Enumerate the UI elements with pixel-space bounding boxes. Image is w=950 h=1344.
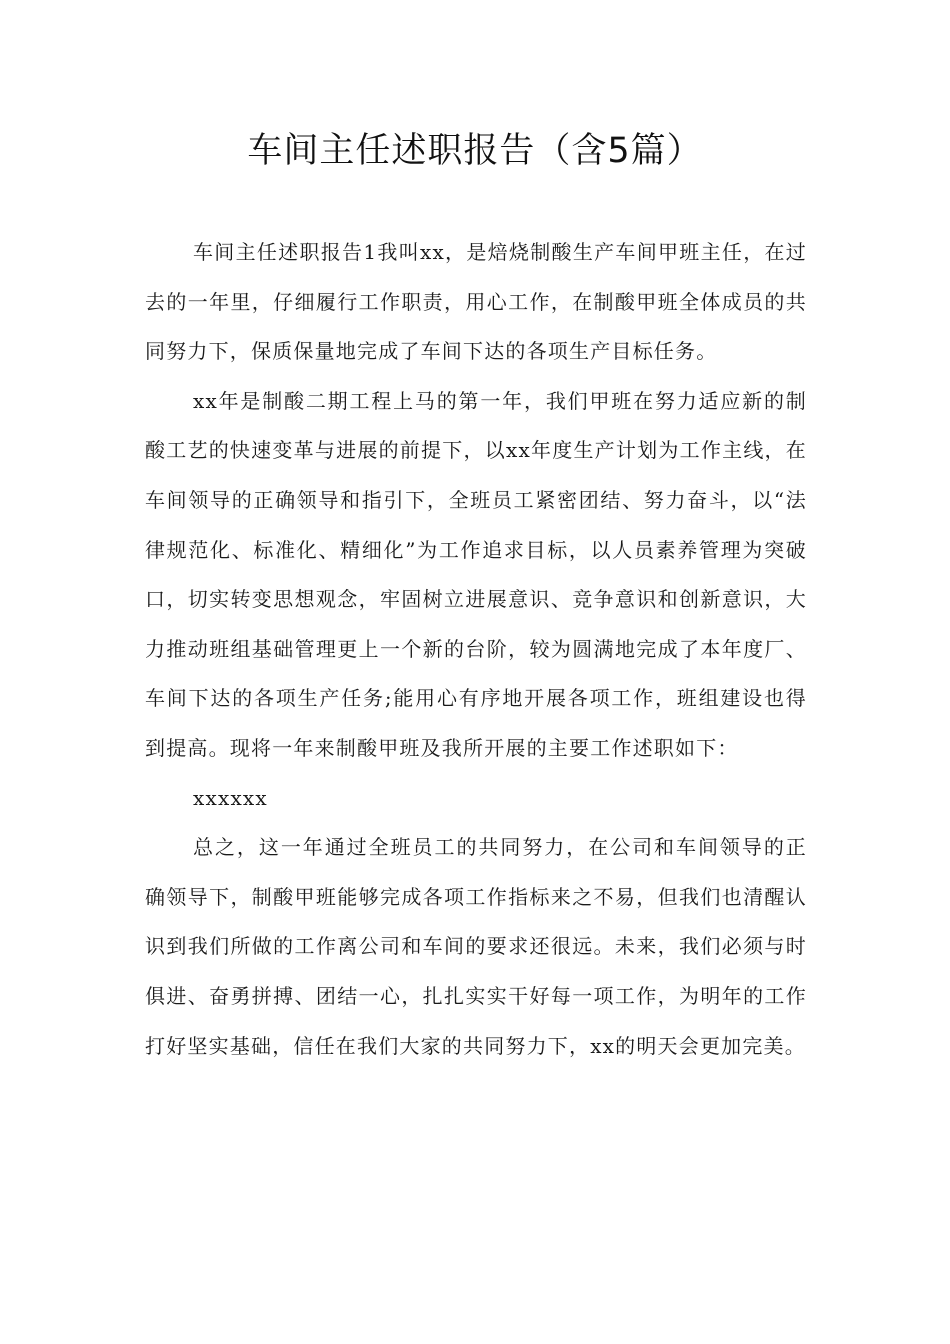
paragraph-placeholder: xxxxxx bbox=[193, 785, 268, 810]
document-body bbox=[145, 228, 807, 1071]
paragraph-intro: 车间主任述职报告1我叫xx，是焙烧制酸生产车间甲班主任，在过去的一年里，仔细履行工作职责，用心工作，在制酸甲班全体成员的共同努力下，保质保量地完成了车间下达的各项生产目标任务。 bbox=[145, 240, 807, 364]
paragraph-summary: 总之，这一年通过全班员工的共同努力，在公司和车间领导的正确领导下，制酸甲班能够完成各项工作指标来之不易，但我们也清醒认识到我们所做的工作离公司和车间的要求还很远。未来，我们必须与时俱进、奋勇拼搏、团结一心，扎扎实实干好每一项工作，为明年的工作打好坚实基础，信任在我们大家的共同努力下，xx的明天会更加完美。 bbox=[145, 835, 807, 1058]
paragraph-overview: xx年是制酸二期工程上马的第一年，我们甲班在努力适应新的制酸工艺的快速变革与进展的前提下，以xx年度生产计划为工作主线，在车间领导的正确领导和指引下，全班员工紧密团结、努力奋斗，以“法律规范化、标准化、精细化”为工作追求目标，以人员素养管理为突破口，切实转变思想观念，牢固树立进展意识、竞争意识和创新意识，大力推动班组基础管理更上一个新的台阶，较为圆满地完成了本年度厂、车间下达的各项生产任务;能用心有序地开展各项工作，班组建设也得到提高。现将一年来制酸甲班及我所开展的主要工作述职如下： bbox=[145, 388, 807, 760]
document-title: 车间主任述职报告（含5篇） bbox=[247, 131, 703, 171]
